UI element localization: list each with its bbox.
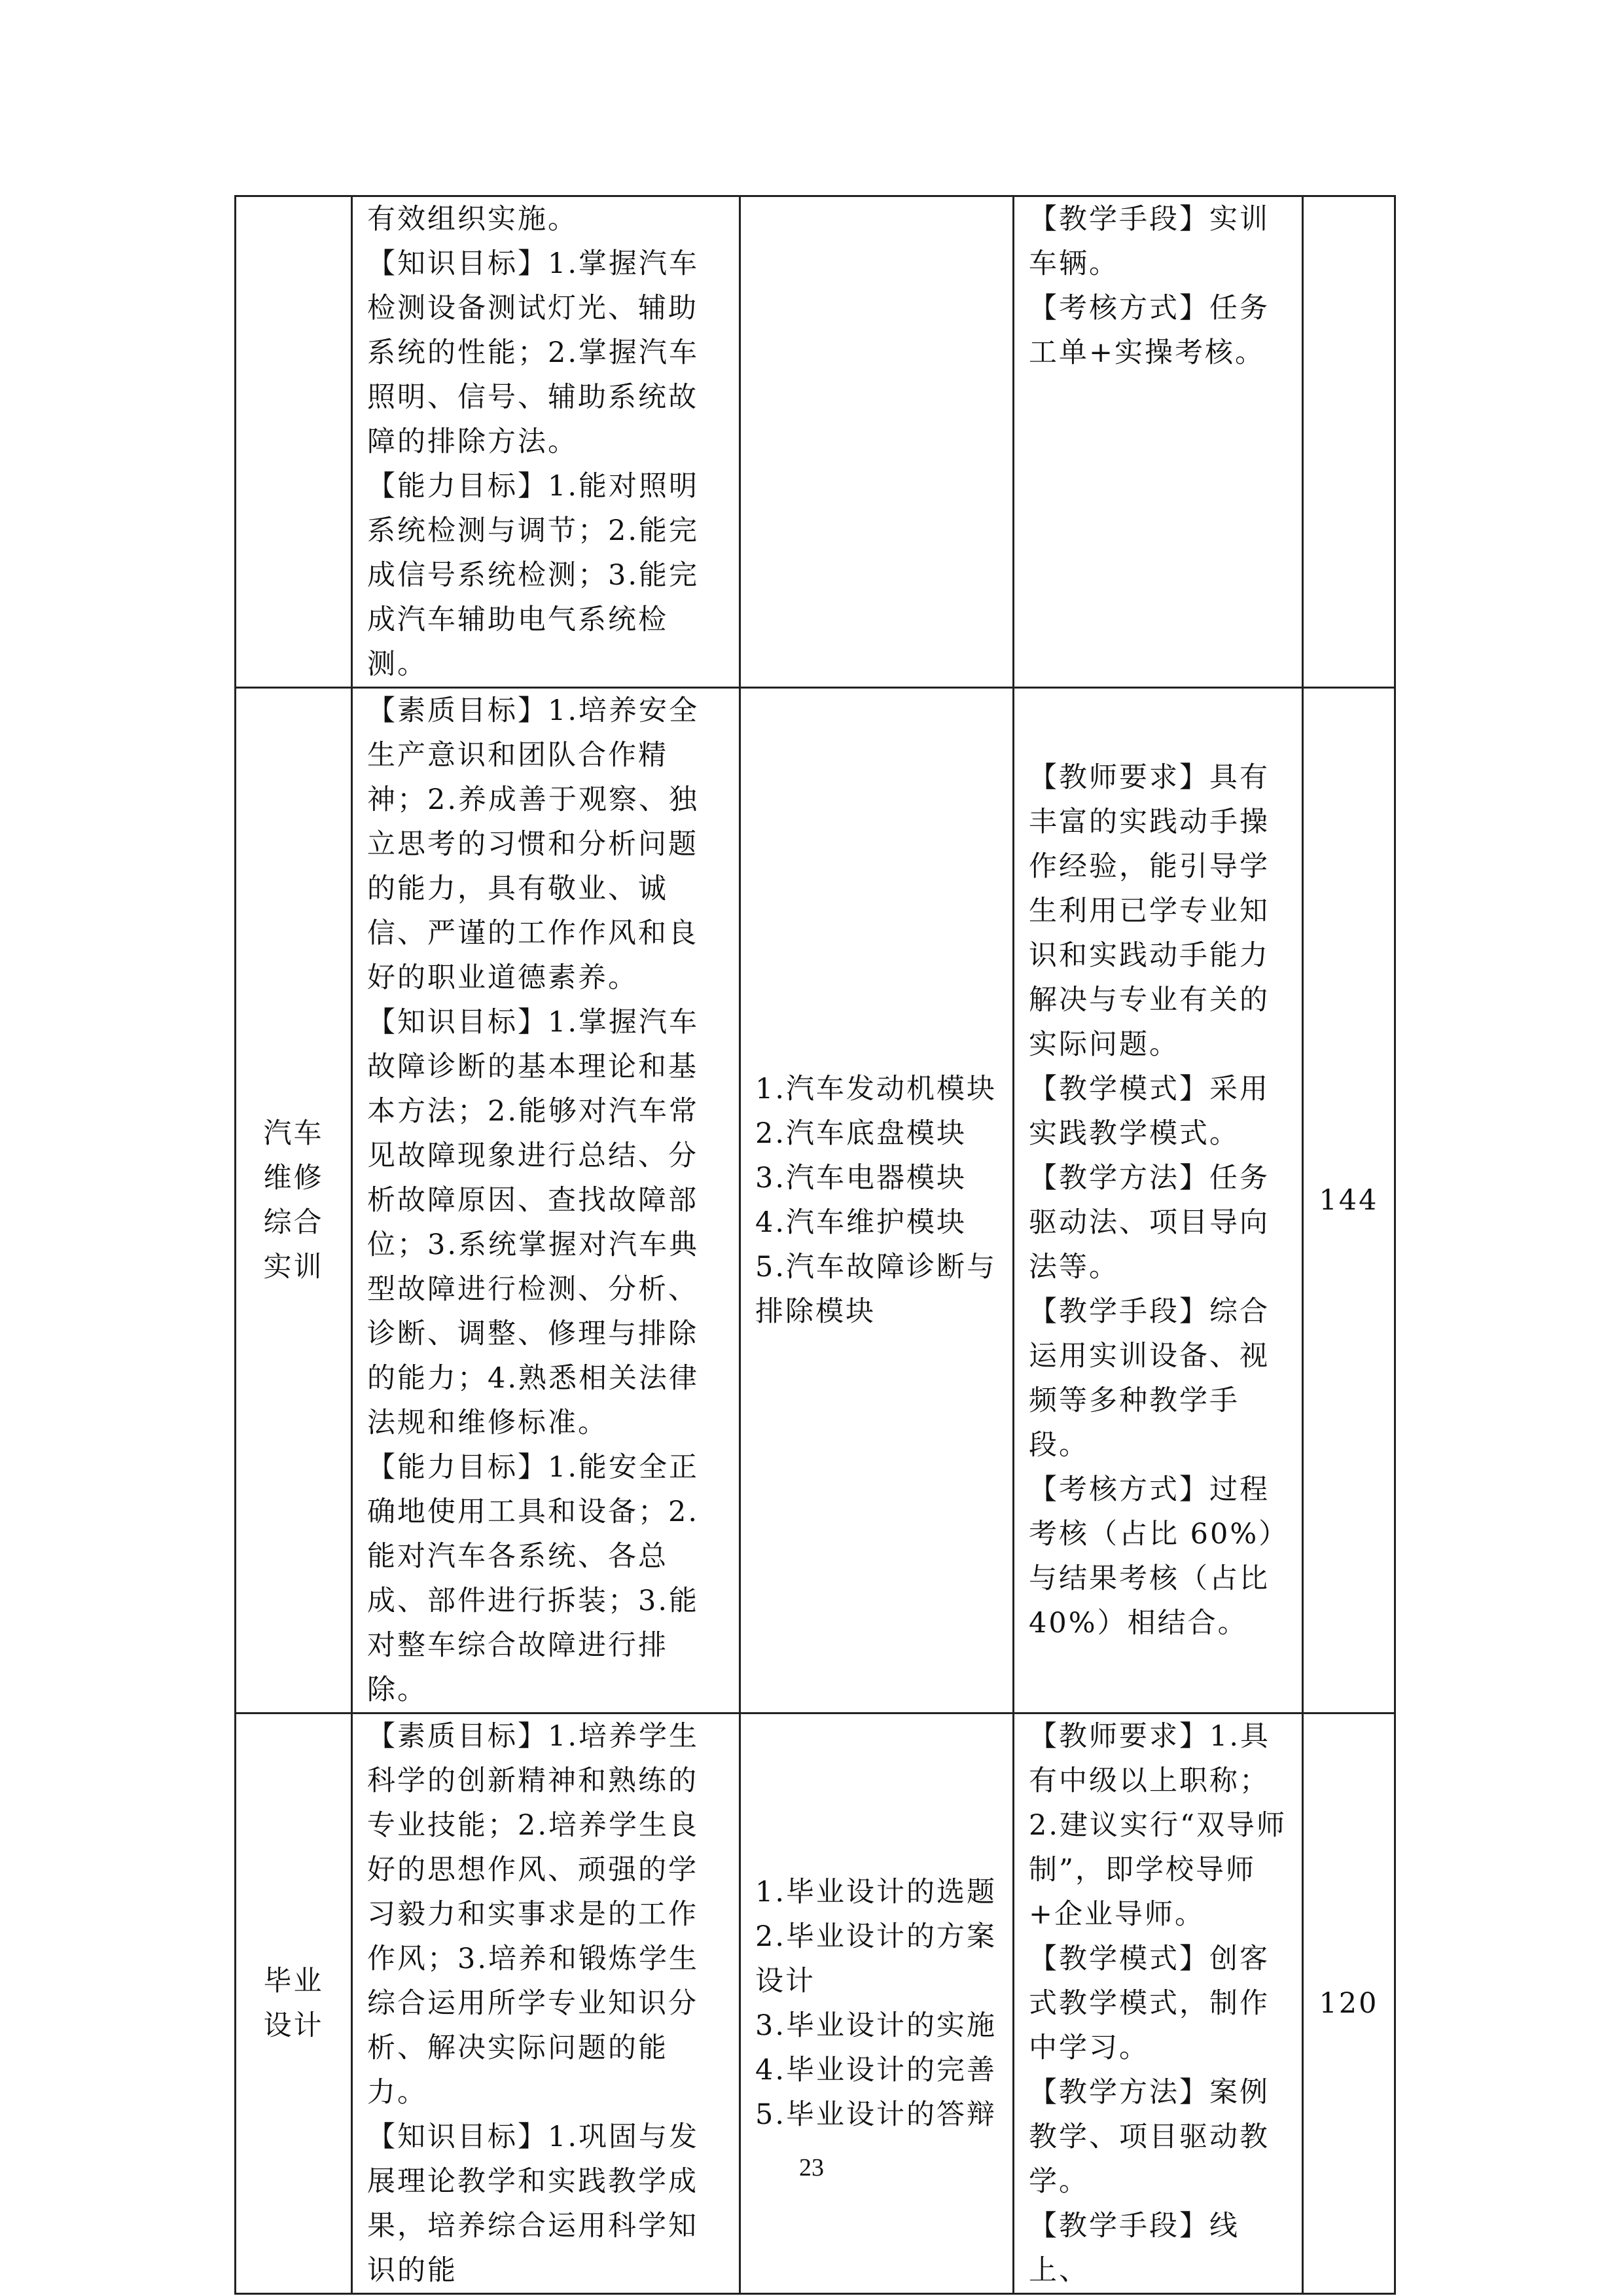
objective-paragraph: 有效组织实施。 [367, 203, 578, 236]
requirement-paragraph: 【教师要求】1.具有中级以上职称；2.建议实行“双导师制”，即学校导师+企业导师。 [1029, 1720, 1287, 1931]
course-name: 毕业设计 [263, 1965, 324, 2042]
requirement-paragraph: 【教学手段】线上、 [1029, 2210, 1240, 2287]
requirement-paragraph: 【教学方法】案例教学、项目驱动教学。 [1029, 2076, 1270, 2198]
course-name-cell [236, 196, 352, 688]
requirements-cell [1014, 688, 1303, 1713]
content-item: 1.毕业设计的选题 [755, 1876, 997, 1909]
requirement-paragraph: 【考核方式】任务工单+实操考核。 [1029, 292, 1270, 369]
content-item: 1.汽车发动机模块 [755, 1073, 997, 1105]
content-item: 4.毕业设计的完善 [755, 2054, 997, 2087]
requirements-cell [1014, 1713, 1303, 2294]
content-item: 4.汽车维护模块 [755, 1206, 967, 1239]
requirement-paragraph: 【教学手段】实训车辆。 [1029, 203, 1270, 280]
objective-paragraph: 【素质目标】1.培养学生科学的创新精神和熟练的专业技能；2.培养学生良好的思想作风、顽强的学习毅力和实事求是的工作作风；3.培养和锻炼学生综合运用所学专业知识分析、解决实际问题的能力。 [367, 1720, 700, 2109]
course-name-cell [236, 688, 352, 1713]
table-row [236, 688, 1395, 1713]
objectives-cell [352, 1713, 740, 2294]
content-item: 3.汽车电器模块 [755, 1162, 967, 1194]
objective-paragraph: 【素质目标】1.培养安全生产意识和团队合作精神；2.养成善于观察、独立思考的习惯和分析问题的能力，具有敬业、诚信、严谨的工作作风和良好的职业道德素养。 [367, 694, 700, 994]
requirement-paragraph: 【考核方式】过程考核（占比 60%）与结果考核（占比 40%）相结合。 [1029, 1473, 1275, 1640]
content-item: 5.毕业设计的答辩 [755, 2098, 997, 2131]
hours-value: 120 [1319, 1987, 1379, 2020]
objective-paragraph: 【能力目标】1.能对照明系统检测与调节；2.能完成信号系统检测；3.能完成汽车辅助电气系统检测。 [367, 470, 700, 681]
content-cell [740, 1713, 1014, 2294]
curriculum-table [234, 195, 1396, 2295]
content-item: 3.毕业设计的实施 [755, 2009, 997, 2042]
content-item: 5.汽车故障诊断与排除模块 [755, 1251, 997, 1328]
requirements-cell [1014, 196, 1303, 688]
requirement-paragraph: 【教学模式】采用实践教学模式。 [1029, 1073, 1270, 1150]
hours-cell [1303, 688, 1395, 1713]
content-cell [740, 688, 1014, 1713]
requirement-paragraph: 【教学方法】任务驱动法、项目导向法等。 [1029, 1162, 1270, 1283]
table-row [236, 196, 1395, 688]
table-row [236, 1713, 1395, 2294]
page-number: 23 [799, 2154, 824, 2181]
objective-paragraph: 【知识目标】1.掌握汽车故障诊断的基本理论和基本方法；2.能够对汽车常见故障现象进行总结、分析故障原因、查找故障部位；3.系统掌握对汽车典型故障进行检测、分析、诊断、调整、修理与排除的能力；4.熟悉相关法律法规和维修标准。 [367, 1006, 700, 1439]
content-item: 2.汽车底盘模块 [755, 1117, 967, 1150]
requirement-paragraph: 【教学手段】综合运用实训设备、视频等多种教学手段。 [1029, 1295, 1270, 1462]
content-item: 2.毕业设计的方案设计 [755, 1920, 997, 1998]
course-name-cell [236, 1713, 352, 2294]
content-cell [740, 196, 1014, 688]
objectives-cell [352, 196, 740, 688]
hours-value: 144 [1319, 1184, 1379, 1217]
objectives-cell [352, 688, 740, 1713]
course-name: 汽车维修综合实训 [263, 1117, 324, 1283]
hours-cell [1303, 1713, 1395, 2294]
requirement-paragraph: 【教学模式】创客式教学模式，制作中学习。 [1029, 1943, 1270, 2064]
objective-paragraph: 【知识目标】1.掌握汽车检测设备测试灯光、辅助系统的性能；2.掌握汽车照明、信号、辅助系统故障的排除方法。 [367, 247, 700, 458]
objective-paragraph: 【知识目标】1.巩固与发展理论教学和实践教学成果，培养综合运用科学知识的能 [367, 2121, 700, 2287]
hours-cell [1303, 196, 1395, 688]
requirement-paragraph: 【教师要求】具有丰富的实践动手操作经验，能引导学生利用已学专业知识和实践动手能力解决与专业有关的实际问题。 [1029, 761, 1270, 1061]
objective-paragraph: 【能力目标】1.能安全正确地使用工具和设备；2.能对汽车各系统、各总成、部件进行拆装；3.能对整车综合故障进行排除。 [367, 1451, 700, 1706]
